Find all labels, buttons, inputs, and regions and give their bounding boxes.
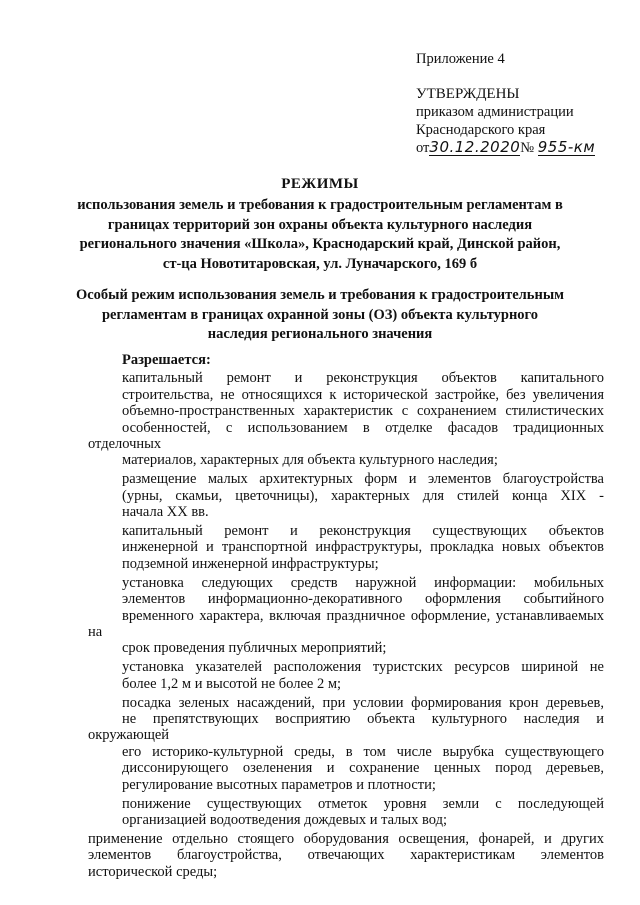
paragraph-line: объемно-пространственных характеристик с сохранением стилистических — [122, 403, 604, 420]
paragraph-line: строительства, не относящихся к исторической застройке, без увеличения — [122, 386, 604, 403]
paragraph-line: особенностей, с использованием в отделке фасадов традиционных отделочных — [88, 419, 604, 453]
order-line-1: приказом администрации — [416, 104, 574, 120]
paragraph-line: его историко-культурной среды, в том числе вырубка существующего — [122, 743, 604, 760]
number-prefix: № — [520, 140, 535, 156]
paragraph-line: размещение малых архитектурных форм и элементов благоустройства — [122, 471, 604, 488]
order-line-2: Краснодарского края — [416, 122, 546, 138]
paragraph-line: организацией водоотведения дождевых и талых вод; — [122, 811, 448, 828]
paragraph-line: капитальный ремонт и реконструкция объектов капитального — [122, 370, 604, 387]
section-heading-line: регламентам в границах охранной зоны (ОЗ) объекта культурного — [101, 306, 539, 323]
paragraph-list — [88, 370, 604, 880]
paragraph-line: инженерной и транспортной инфраструктуры, прокладка новых объектов — [122, 539, 604, 556]
paragraph-line: элементов благоустройства, отвечающих характеристикам элементов — [88, 847, 604, 864]
paragraph-line: применение отдельно стоящего оборудования освещения, фонарей, и других — [88, 830, 604, 847]
paragraph-line: установка указателей расположения туристских ресурсов шириной не — [122, 659, 604, 676]
paragraph — [88, 796, 604, 829]
paragraph-line: понижение существующих отметок уровня земли с последующей — [122, 795, 604, 812]
subtitle-line: ст-ца Новотитаровская, ул. Луначарского, 169 б — [162, 255, 478, 272]
document-title: РЕЖИМЫ — [281, 176, 359, 192]
order-date-number-line — [416, 139, 595, 157]
paragraph — [88, 831, 604, 880]
paragraph-line: диссонирующего озеленения и сохранение ценных пород деревьев, — [122, 760, 604, 777]
paragraph-line: временного характера, включая праздничное оформление, устанавливаемых на — [88, 607, 604, 640]
paragraph — [88, 370, 604, 468]
subtitle-line: использования земель и требования к градостроительным регламентам в — [77, 197, 563, 213]
paragraph-line: начала XX вв. — [122, 504, 209, 521]
paragraph-line: капитальный ремонт и реконструкция существующих объектов — [122, 523, 604, 540]
paragraph-line: установка следующих средств наружной информации: мобильных — [122, 574, 604, 591]
paragraph-line: посадка зеленых насаждений, при условии формирования крон деревьев, — [122, 694, 604, 711]
paragraph — [88, 659, 604, 692]
paragraph — [88, 471, 604, 520]
paragraph — [88, 695, 604, 793]
section-heading — [0, 286, 640, 345]
document-subtitle — [0, 196, 640, 274]
subtitle-line: границах территорий зон охраны объекта культурного наследия — [107, 216, 533, 233]
paragraph-line: срок проведения публичных мероприятий; — [122, 640, 387, 657]
appendix-label: Приложение 4 — [416, 51, 505, 67]
paragraph-line: не препятствующих восприятию объекта культурного наследия и окружающей — [88, 711, 604, 744]
order-number: 955-км — [537, 138, 596, 156]
paragraph-line: элементов информационно-декоративного оформления событийного — [122, 591, 604, 608]
paragraph-line: регулирование высотных параметров и плотности; — [122, 776, 436, 793]
date-prefix: от — [416, 140, 430, 156]
document-body — [88, 352, 604, 883]
allowed-label: Разрешается: — [122, 352, 211, 368]
paragraph-line: (урны, скамьи, цветочницы), характерных для стилей конца XIX - — [122, 487, 604, 504]
paragraph — [88, 575, 604, 657]
paragraph — [88, 523, 604, 572]
order-date: 30.12.2020 — [429, 138, 521, 156]
approved-heading: УТВЕРЖДЕНЫ — [416, 86, 520, 102]
paragraph-line: исторической среды; — [88, 863, 218, 880]
subtitle-line: регионального значения «Школа», Краснодарский край, Динской район, — [79, 236, 561, 252]
section-heading-line: Особый режим использования земель и требования к градостроительным — [75, 287, 565, 303]
section-heading-line: наследия регионального значения — [207, 326, 433, 342]
paragraph-line: подземной инженерной инфраструктуры; — [122, 555, 379, 572]
paragraph-line: материалов, характерных для объекта культурного наследия; — [122, 452, 498, 469]
approval-block — [416, 50, 595, 157]
paragraph-line: более 1,2 м и высотой не более 2 м; — [122, 675, 342, 692]
